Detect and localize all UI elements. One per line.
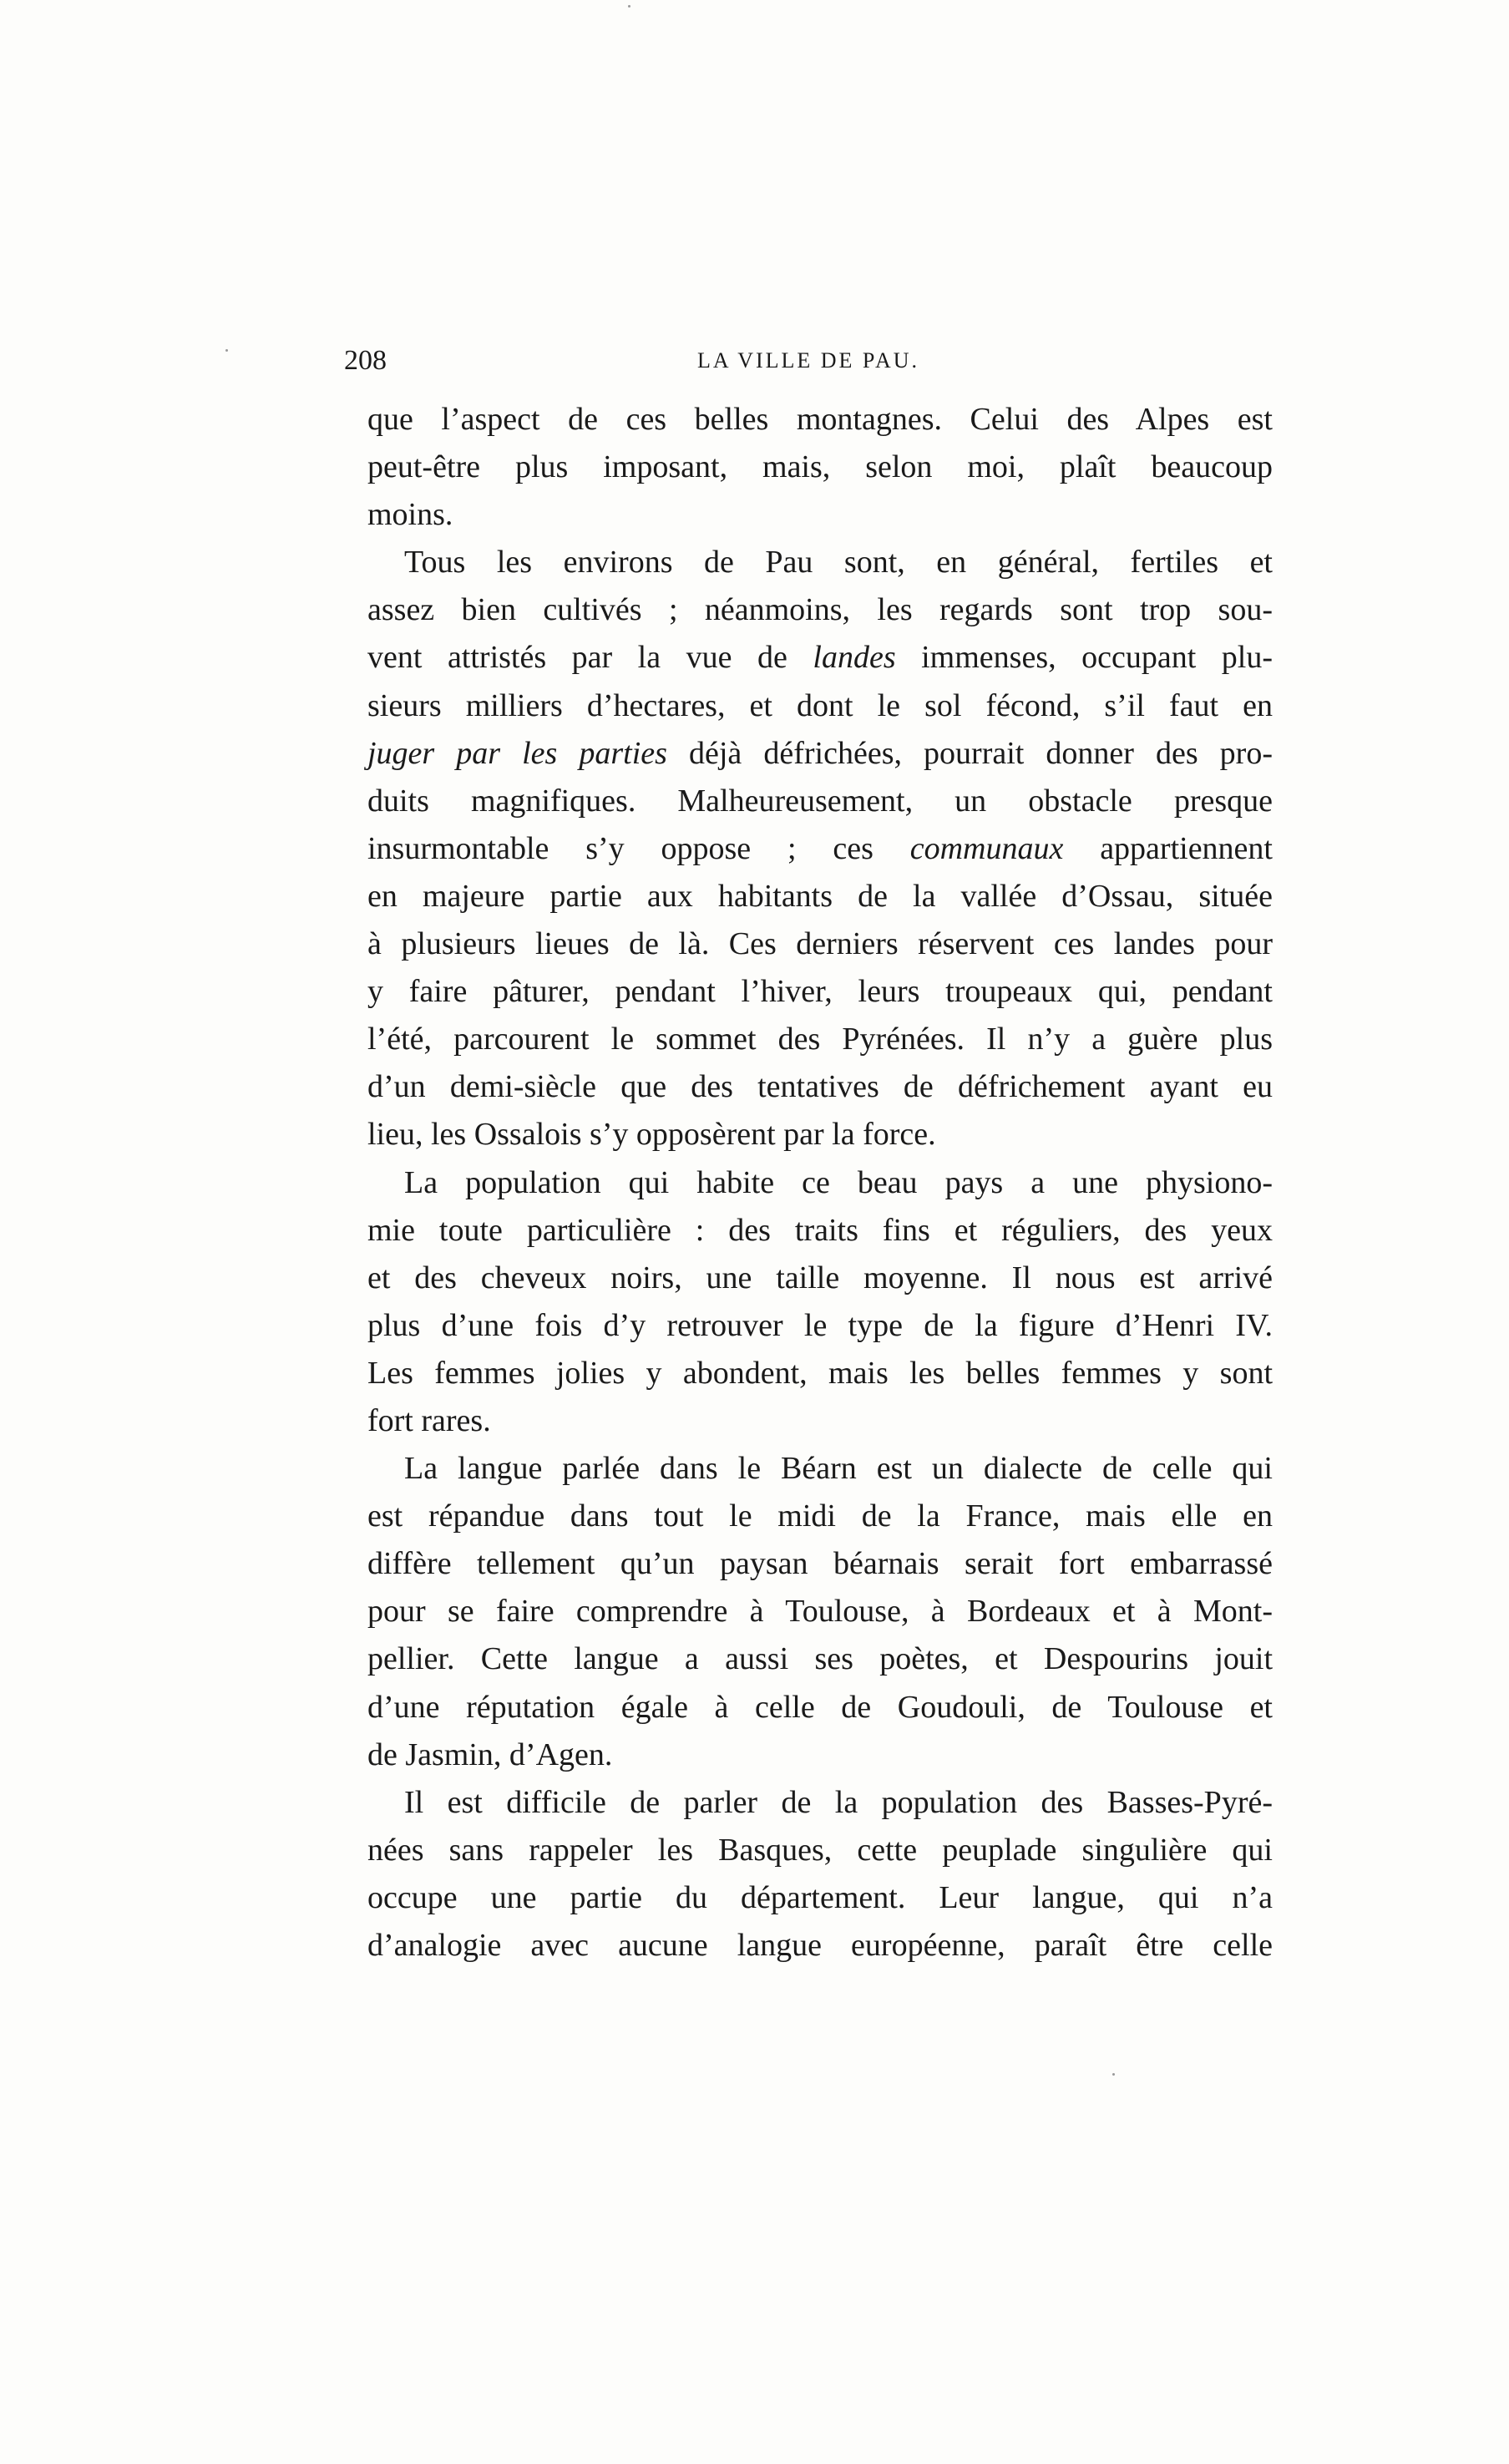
text-line (367, 968, 1273, 1016)
text-line (367, 1445, 1273, 1493)
text-segment: de Jasmin, d’Agen. (367, 1736, 613, 1772)
text-line (367, 1827, 1273, 1874)
text-line (367, 586, 1273, 634)
text-line (367, 1207, 1273, 1255)
text-segment: que l’aspect de ces belles montagnes. Celui des Alpes est (367, 402, 1273, 437)
text-segment: La langue parlée dans le Béarn est un dialecte de celle qui (404, 1451, 1273, 1487)
text-line (367, 1111, 1273, 1158)
body-text (367, 396, 1273, 1970)
text-line (367, 1063, 1273, 1111)
text-line (367, 682, 1273, 730)
text-line (367, 1588, 1273, 1635)
text-line (367, 730, 1273, 778)
text-segment: nées sans rappeler les Basques, cette peuplade singulière qui (367, 1832, 1273, 1868)
text-segment: et des cheveux noirs, une taille moyenne. Il nous est arrivé (367, 1260, 1273, 1295)
text-segment: lieu, les Ossalois s’y opposèrent par la force. (367, 1117, 936, 1153)
text-line (367, 1159, 1273, 1207)
text-segment: assez bien cultivés ; néanmoins, les regards sont trop sou- (367, 592, 1273, 628)
text-line (367, 1779, 1273, 1827)
text-segment: fort rares. (367, 1402, 491, 1438)
text-line (367, 1255, 1273, 1302)
text-segment: est répandue dans tout le midi de la France, mais elle en (367, 1498, 1273, 1534)
text-segment: d’une réputation égale à celle de Goudouli, de Toulouse et (367, 1689, 1273, 1725)
text-segment: y faire pâturer, pendant l’hiver, leurs troupeaux qui, pendant (367, 974, 1273, 1010)
text-segment: occupe une partie du département. Leur langue, qui n’a (367, 1879, 1273, 1915)
text-segment: appartiennent (1063, 830, 1273, 866)
text-line (367, 396, 1273, 444)
text-line (367, 1635, 1273, 1683)
text-segment: d’analogie avec aucune langue européenne, paraît être celle (367, 1928, 1273, 1963)
text-segment: Tous les environs de Pau sont, en général, fertiles et (404, 545, 1273, 581)
text-segment: plus d’une fois d’y retrouver le type de la figure d’Henri IV. (367, 1307, 1273, 1343)
text-line (367, 920, 1273, 968)
text-segment: diffère tellement qu’un paysan béarnais serait fort embarrassé (367, 1546, 1273, 1582)
text-line (367, 1302, 1273, 1350)
paper-speck (225, 349, 228, 352)
text-line (367, 1684, 1273, 1731)
text-segment: à plusieurs lieues de là. Ces derniers réservent ces landes pour (367, 926, 1273, 962)
text-line (367, 539, 1273, 586)
text-line (367, 1874, 1273, 1922)
text-segment: moins. (367, 497, 453, 533)
text-line (367, 873, 1273, 920)
text-segment: Les femmes jolies y abondent, mais les belles femmes y sont (367, 1355, 1273, 1391)
text-line (367, 491, 1273, 539)
page-header (344, 341, 1273, 381)
text-segment: duits magnifiques. Malheureusement, un obstacle presque (367, 783, 1273, 819)
text-segment: immenses, occupant plu- (895, 640, 1274, 676)
text-segment: l’été, parcourent le sommet des Pyrénées. Il n’y a guère plus (367, 1022, 1273, 1057)
text-segment: d’un demi-siècle que des tentatives de défrichement ayant eu (367, 1069, 1273, 1105)
text-line (367, 1397, 1273, 1445)
text-line (367, 444, 1273, 491)
text-segment: vent attristés par la vue de (367, 640, 813, 676)
text-segment: sieurs milliers d’hectares, et dont le sol fécond, s’il faut en (367, 687, 1273, 723)
italic-term: landes (813, 640, 896, 676)
text-line (367, 1731, 1273, 1779)
text-line (367, 1350, 1273, 1397)
text-segment: pour se faire comprendre à Toulouse, à Bordeaux et à Mont- (367, 1594, 1273, 1630)
page-number: 208 (344, 345, 387, 376)
text-segment: insurmontable s’y oppose ; ces (367, 830, 910, 866)
text-line (367, 1493, 1273, 1540)
text-segment: Il est difficile de parler de la population des Basses-Pyré- (404, 1784, 1273, 1820)
text-segment: mie toute particulière : des traits fins et réguliers, des yeux (367, 1212, 1273, 1248)
paper-speck (628, 5, 630, 8)
text-line (367, 1540, 1273, 1588)
text-line (367, 778, 1273, 825)
italic-term: communaux (909, 830, 1064, 866)
text-line (367, 825, 1273, 873)
running-title: LA VILLE DE PAU. (696, 348, 920, 373)
paper-speck (1112, 2073, 1115, 2076)
text-segment: La population qui habite ce beau pays a une physiono- (404, 1164, 1273, 1200)
text-segment: pellier. Cette langue a aussi ses poètes, et Despourins jouit (367, 1641, 1273, 1677)
italic-term: juger par les parties (367, 735, 667, 771)
text-segment: en majeure partie aux habitants de la vallée d’Ossau, située (367, 878, 1273, 914)
text-line (367, 634, 1273, 682)
text-line (367, 1922, 1273, 1970)
text-segment: déjà défrichées, pourrait donner des pro- (666, 735, 1273, 771)
text-segment: peut-être plus imposant, mais, selon moi, plaît beaucoup (367, 449, 1273, 485)
text-line (367, 1016, 1273, 1063)
